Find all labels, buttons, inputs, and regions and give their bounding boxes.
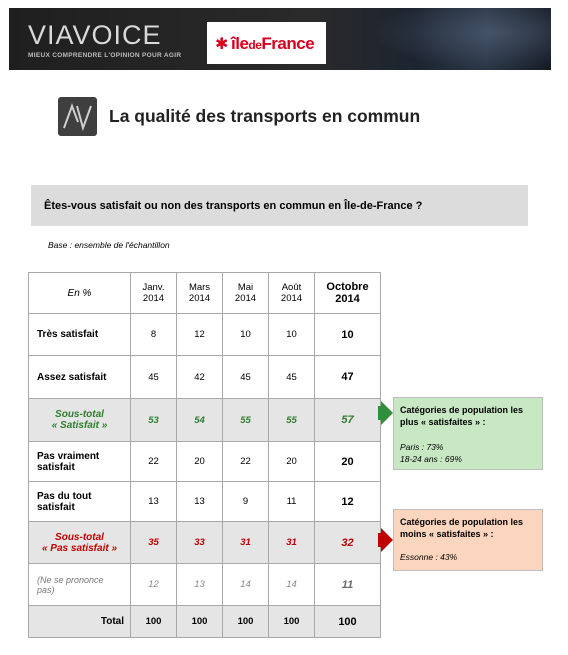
subtotal-unsatisfied-row [29,522,381,564]
row-label: Sous-total « Pas satisfait » [29,522,131,564]
row-label: Pas du tout satisfait [29,482,131,522]
table-cell: 14 [223,564,269,606]
table-cell: 32 [315,522,381,564]
table-cell: 13 [177,564,223,606]
most-satisfied-box [393,397,543,470]
table-cell: 45 [269,356,315,399]
most-satisfied-title: Catégories de population les plus « satisfaites » : [400,405,524,427]
table-cell: 10 [223,314,269,356]
no-opinion-row [29,564,381,606]
column-header: Janv. 2014 [131,273,177,314]
column-header: Mars 2014 [177,273,223,314]
page-title: La qualité des transports en commun [109,106,421,126]
table-cell: 10 [315,314,381,356]
base-note: Base : ensemble de l'échantillon [48,240,170,250]
table-cell: 55 [223,399,269,442]
banner-photo [371,8,551,70]
table-cell: 14 [269,564,315,606]
iledefrance-wordmark: îledeFrance [231,34,315,53]
table-cell: 20 [269,442,315,482]
table-cell: 45 [223,356,269,399]
table-header-row [29,273,381,314]
table-cell: 45 [131,356,177,399]
least-satisfied-box [393,509,543,571]
row-label: (Ne se prononce pas) [29,564,131,606]
table-cell: 13 [131,482,177,522]
row-label: Très satisfait [29,314,131,356]
table-cell: 9 [223,482,269,522]
table-cell: 100 [223,606,269,638]
table-cell: 42 [177,356,223,399]
table-cell: 100 [131,606,177,638]
table-cell: 11 [269,482,315,522]
table-cell: 8 [131,314,177,356]
table-cell: 22 [131,442,177,482]
viavoice-tagline: MIEUX COMPRENDRE L'OPINION POUR AGIR [28,52,182,59]
table-cell: 12 [177,314,223,356]
table-cell: 12 [131,564,177,606]
table-cell: 11 [315,564,381,606]
row-label: Sous-total « Satisfait » [29,399,131,442]
results-table [28,272,381,638]
table-cell: 54 [177,399,223,442]
least-satisfied-line: Essonne : 43% [400,552,458,562]
table-cell: 20 [177,442,223,482]
column-header: Août 2014 [269,273,315,314]
star-icon: ✱ [215,36,229,53]
column-header-october: Octobre 2014 [315,273,381,314]
column-header: Mai 2014 [223,273,269,314]
table-cell: 100 [177,606,223,638]
table-cell: 35 [131,522,177,564]
header-banner [9,8,551,70]
most-satisfied-line: Paris : 73% [400,442,444,452]
iledefrance-logo [207,22,326,64]
row-label: Total [29,606,131,638]
table-cell: 31 [223,522,269,564]
total-row [29,606,381,638]
table-cell: 47 [315,356,381,399]
table-row [29,314,381,356]
table-cell: 20 [315,442,381,482]
table-cell: 10 [269,314,315,356]
av-logo-icon [58,97,97,136]
table-cell: 12 [315,482,381,522]
table-cell: 31 [269,522,315,564]
table-row [29,482,381,522]
table-cell: 55 [269,399,315,442]
table-cell: 57 [315,399,381,442]
table-cell: 100 [269,606,315,638]
row-label: Assez satisfait [29,356,131,399]
arrow-right-icon [381,401,393,425]
row-label: Pas vraiment satisfait [29,442,131,482]
table-row [29,442,381,482]
table-cell: 13 [177,482,223,522]
least-satisfied-title: Catégories de population les moins « satisfaites » : [400,517,524,539]
table-cell: 53 [131,399,177,442]
question-box [31,185,528,226]
table-cell: 22 [223,442,269,482]
table-cell: 100 [315,606,381,638]
question-text: Êtes-vous satisfait ou non des transports en commun en Île-de-France ? [44,200,423,212]
table-row [29,356,381,399]
table-corner: En % [29,273,131,314]
viavoice-logo: VIAVOICE [28,20,162,50]
subtotal-satisfied-row [29,399,381,442]
table-cell: 33 [177,522,223,564]
most-satisfied-line: 18-24 ans : 69% [400,454,462,464]
arrow-right-icon [381,528,393,552]
